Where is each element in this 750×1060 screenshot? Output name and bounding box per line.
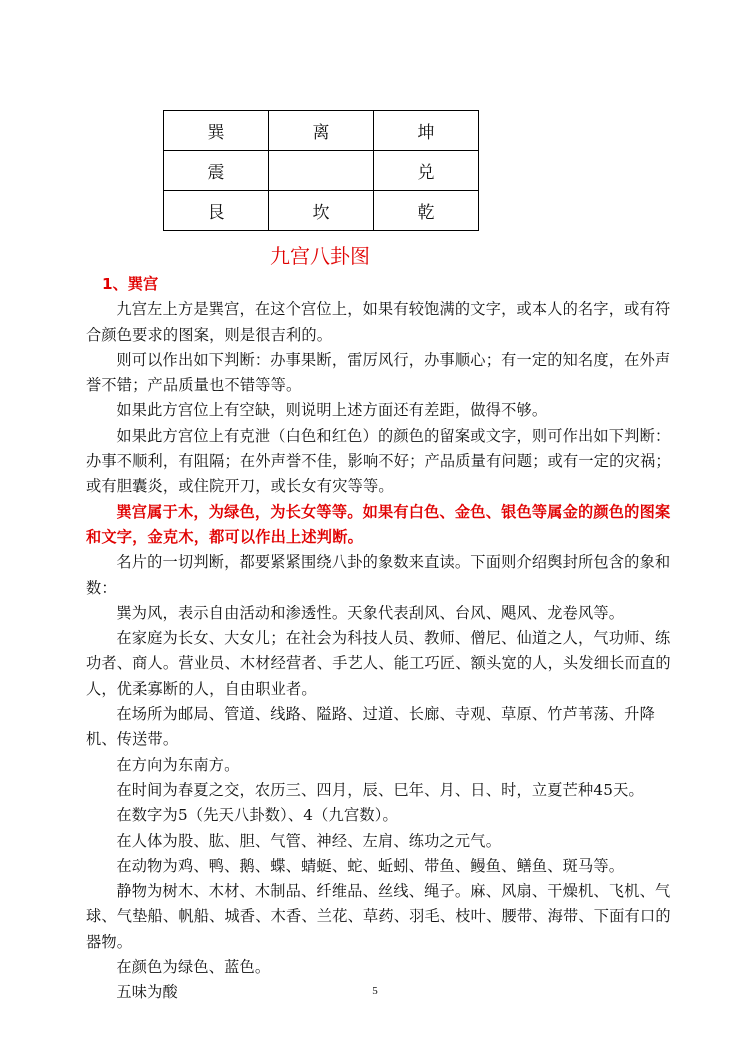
bagua-grid bbox=[163, 110, 479, 231]
paragraph: 在颜色为绿色、蓝色。 bbox=[116, 958, 271, 977]
article-body bbox=[86, 272, 682, 1006]
table-row bbox=[164, 151, 479, 191]
paragraph: 在家庭为长女、大女儿；在社会为科技人员、教师、僧尼、仙道之人，气功师、练功者、商人。营业员、木材经营者、手艺人、能工巧匠、额头宽的人，头发细长而直的人，优柔寡断的人，自由职业者。 bbox=[86, 629, 671, 698]
cell-qian: 乾 bbox=[374, 191, 479, 231]
paragraph: 如果此方宫位上有克泄（白色和红色）的颜色的留案或文字，则可作出如下判断：办事不顺利，有阻隔；在外声誉不佳，影响不好；产品质量有问题；或有一定的灾祸；或有胆囊炎，或住院开刀，或长女有灾等等。 bbox=[86, 426, 671, 496]
paragraph: 九宫左上方是巽宫，在这个宫位上，如果有较饱满的文字，或本人的名字，或有符合颜色要求的图案，则是很吉利的。 bbox=[86, 300, 671, 344]
paragraph: 名片的一切判断，都要紧紧围绕八卦的象数来直读。下面则介绍舆封所包含的象和数： bbox=[86, 553, 671, 597]
highlight-paragraph: 巽宫属于木，为绿色，为长女等等。如果有白色、金色、银色等属金的颜色的图案和文字，金克木，都可以作出上述判断。 bbox=[86, 502, 671, 546]
paragraph: 五味为酸 bbox=[116, 983, 178, 1002]
paragraph: 在时间为春夏之交，农历三、四月，辰、巳年、月、日、时，立夏芒种45天。 bbox=[116, 780, 644, 799]
figure-caption: 九宫八卦图 bbox=[270, 244, 370, 268]
cell-xun: 巽 bbox=[164, 111, 269, 151]
cell-dui: 兑 bbox=[374, 151, 479, 191]
paragraph: 在人体为股、肱、胆、气管、神经、左肩、练功之元气。 bbox=[116, 831, 502, 850]
paragraph: 巽为风，表示自由活动和渗透性。天象代表刮风、台风、飓风、龙卷风等。 bbox=[116, 603, 625, 622]
paragraph: 则可以作出如下判断：办事果断，雷厉风行，办事顺心；有一定的知名度，在外声誉不错；产品质量也不错等等。 bbox=[86, 350, 671, 395]
cell-gen: 艮 bbox=[164, 191, 269, 231]
page-number: 5 bbox=[372, 985, 378, 997]
cell-kun: 坤 bbox=[374, 111, 479, 151]
paragraph: 在场所为邮局、管道、线路、隘路、过道、长廊、寺观、草原、竹芦苇荡、升降机、传送带。 bbox=[86, 705, 655, 749]
paragraph: 在方向为东南方。 bbox=[116, 755, 240, 774]
section-title: 1、巽宫 bbox=[102, 275, 159, 293]
paragraph: 静物为树木、木材、木制品、纤维品、丝线、绳子。麻、风扇、干燥机、飞机、气球、气垫船、帆船、城香、木香、兰花、草药、羽毛、枝叶、腰带、海带、下面有口的器物。 bbox=[86, 882, 671, 951]
table-row bbox=[164, 191, 479, 231]
paragraph: 在动物为鸡、鸭、鹅、蝶、蜻蜓、蛇、蚯蚓、带鱼、鳗鱼、鳝鱼、斑马等。 bbox=[116, 856, 625, 875]
cell-li: 离 bbox=[269, 111, 374, 151]
paragraph: 如果此方宫位上有空缺，则说明上述方面还有差距，做得不够。 bbox=[116, 401, 548, 420]
cell-center bbox=[269, 151, 374, 191]
cell-zhen: 震 bbox=[164, 151, 269, 191]
table-row bbox=[164, 111, 479, 151]
paragraph: 在数字为5（先天八卦数）、4（九宫数）。 bbox=[116, 806, 398, 825]
cell-kan: 坎 bbox=[269, 191, 374, 231]
